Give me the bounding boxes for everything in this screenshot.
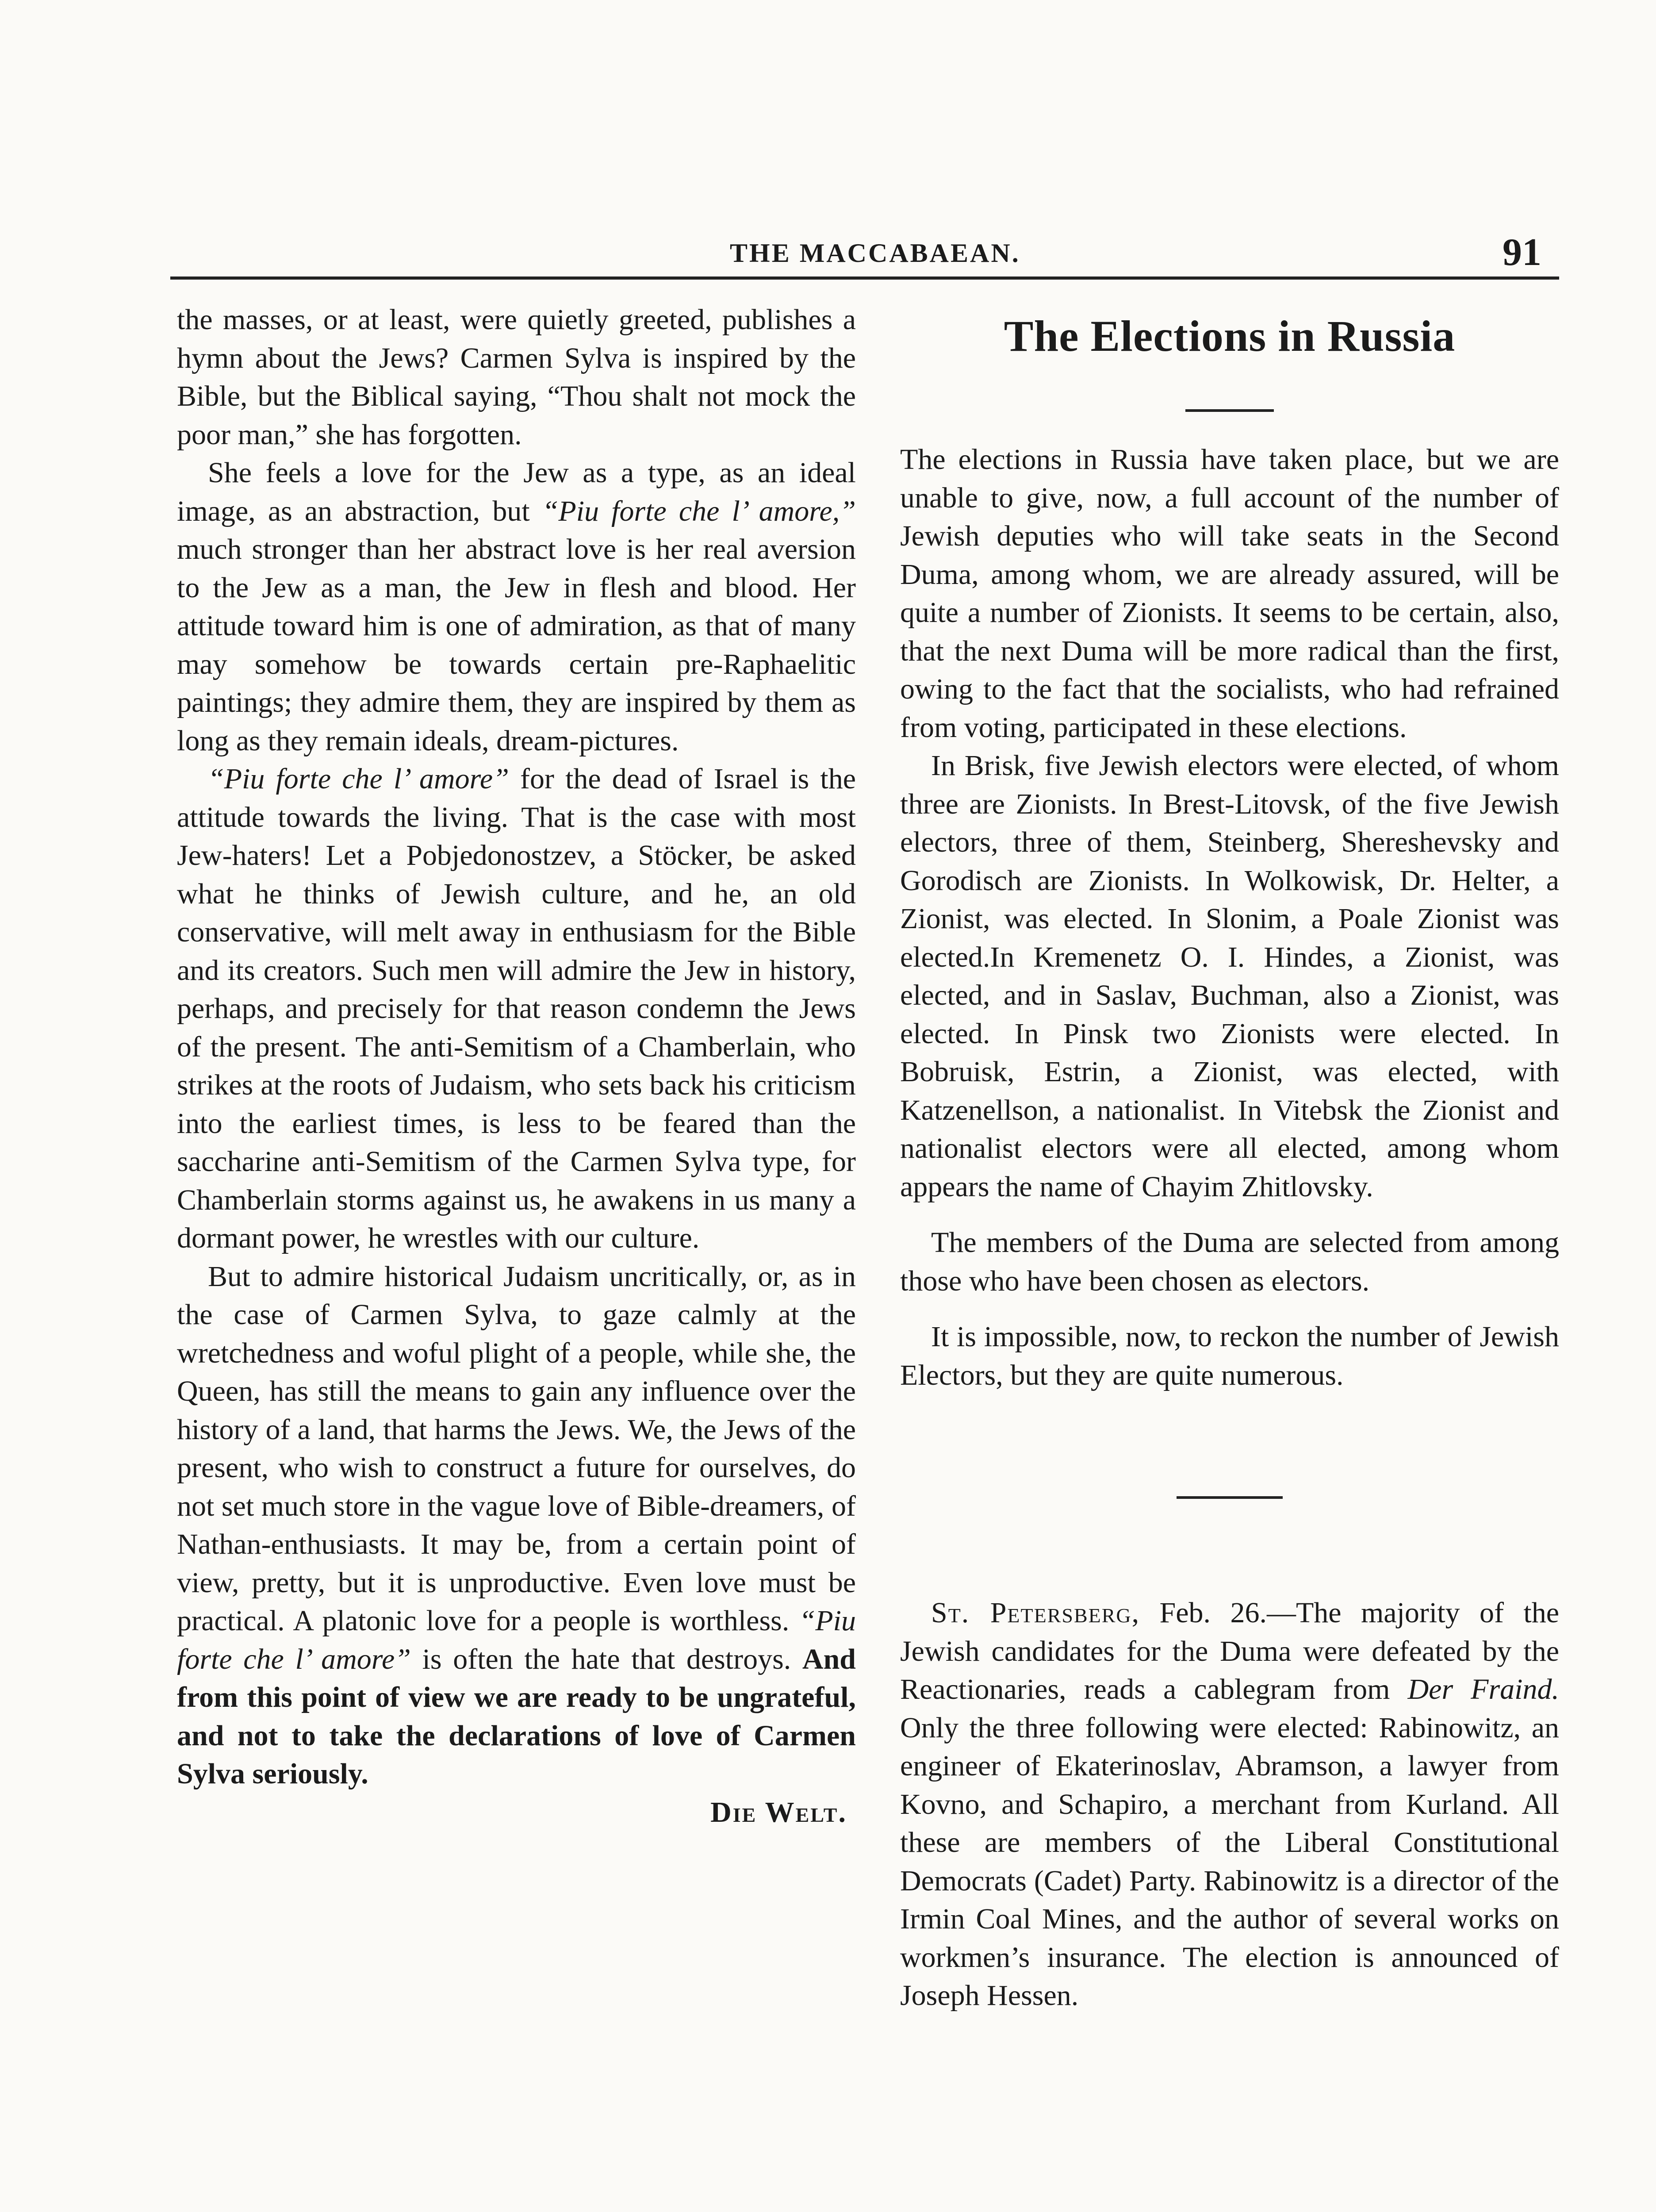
title-divider [1185, 409, 1274, 412]
left-paragraph-3 [177, 760, 856, 1258]
left-paragraph-4 [177, 1258, 856, 1793]
journal-title: THE MACCABAEAN. [730, 238, 1020, 268]
left-paragraph-1: the masses, or at least, were quietly greeted, publishes a hymn about the Jews? Carmen Sylva is inspired by the Bible, but the Biblical saying, “Thou shalt not mock the poor man,” she has forgotten. [177, 303, 856, 451]
right-paragraph-5 [900, 1594, 1559, 2015]
text-span: But to admire historical Judaism uncritically, or, as in the case of Carmen Sylva, to gaze calmly at the wretchedness and woful plight of a people, while she, the Queen, has still the means to gain any influence over the history of a land, that harms the Jews. We, the Jews of the present, who wish to construct a future for ourselves, do not set much store in the vague love of Bible-dreamers, of Nathan-enthusiasts. It may be, from a certain point of view, pretty, but it is unproductive. Even love must be practical. A platonic love for a people is worthless. [177, 1260, 856, 1637]
section-divider [1177, 1496, 1283, 1499]
italic-title: Der Fraind. [1407, 1673, 1559, 1705]
page-number: 91 [1503, 231, 1541, 274]
bold-closing: And from this point of view we are ready to be ungrateful, and not to take the declarations of love of Carmen Sylva seriously. [177, 1643, 856, 1790]
text-span: for the dead of Israel is the attitude towards the living. That is the case with most Jew-haters! Let a Pobjedonostzev, a Stöcker, be asked what he thinks of Jewish culture, and he, an old conservative, will melt away in enthusiasm for the Bible and its creators. Such men will admire the Jew in history, perhaps, and precisely for that reason condemn the Jews of the present. The anti-Semitism of a Chamberlain, who strikes at the roots of Judaism, who sets back his criticism into the earliest times, is less to be feared than the saccharine anti-Semitism of the Carmen Sylva type, for Chamberlain storms against us, he awakens in us many a dormant power, he wrestles with our culture. [177, 763, 856, 1254]
right-paragraph-2: In Brisk, five Jewish electors were elected, of whom three are Zionists. In Brest-Litovsk, of the five Jewish electors, three of them, Steinberg, Shereshevsky and Gorodisch are Zionists. In Wolkowisk, Dr. Helter, a Zionist, was elected. In Slonim, a Poale Zionist was elected.In Kremenetz O. I. Hindes, a Zionist, was elected, and in Saslav, Buchman, also a Zionist, was elected. In Pinsk two Zionists were elected. In Bobruisk, Estrin, a Zionist, was elected, with Katzenellson, a nationalist. In Vitebsk the Zionist and nationalist electors were all elected, among whom appears the name of Chayim Zhitlovsky. [900, 749, 1559, 1203]
text-span: Only the three following were elected: Rabinowitz, an engineer of Ekaterinoslav, Abramson, a lawyer from Kovno, and Schapiro, a merchant from Kurland. All these are members of the Liberal Constitutional Democrats (Cadet) Party. Rabinowitz is a director of the Irmin Coal Mines, and the author of several works on workmen’s insurance. The election is announced of Joseph Hessen. [900, 1711, 1559, 2012]
italic-quote: “Piu forte che l’ amore” [177, 1605, 856, 1675]
source-signature: Die Welt. [710, 1796, 847, 1828]
text-span: She feels a love for the Jew as a type, as an ideal image, as an abstraction, but [177, 457, 856, 527]
right-paragraph-1: The elections in Russia have taken place, but we are unable to give, now, a full account of the number of Jewish deputies who will take seats in the Second Duma, among whom, we are already assured, will be quite a number of Zionists. It seems to be certain, also, that the next Duma will be more radical than the first, owing to the fact that the socialists, who had refrained from voting, participated in these elections. [900, 443, 1559, 744]
right-column [900, 301, 1559, 2015]
text-span: is often the hate that destroys. [410, 1643, 802, 1675]
article-title: The Elections in Russia [1004, 311, 1456, 361]
running-header [170, 230, 1559, 274]
dateline-place: St. Petersberg, [931, 1597, 1140, 1629]
left-column [177, 301, 856, 1832]
header-rule [170, 276, 1559, 280]
text-span: much stronger than her abstract love is her real aversion to the Jew as a man, the Jew in flesh and blood. Her attitude toward him is one of admiration, as that of many may somehow be towards certain pre-Raphaelitic paintings; they admire them, they are inspired by them as long as they remain ideals, dream-pictures. [177, 533, 856, 757]
text-span: Feb. 26.—The majority of the Jewish candidates for the Duma were defeated by the Reactionaries, reads a cablegram from [900, 1597, 1559, 1705]
italic-quote: “Piu forte che l’ amore,” [542, 495, 856, 527]
signoff-line [177, 1793, 856, 1832]
left-paragraph-2 [177, 454, 856, 760]
right-paragraph-4: It is impossible, now, to reckon the number of Jewish Electors, but they are quite numerous. [900, 1321, 1559, 1391]
right-paragraph-3: The members of the Duma are selected from among those who have been chosen as electors. [900, 1226, 1559, 1297]
italic-quote: “Piu forte che l’ amore” [208, 763, 509, 795]
